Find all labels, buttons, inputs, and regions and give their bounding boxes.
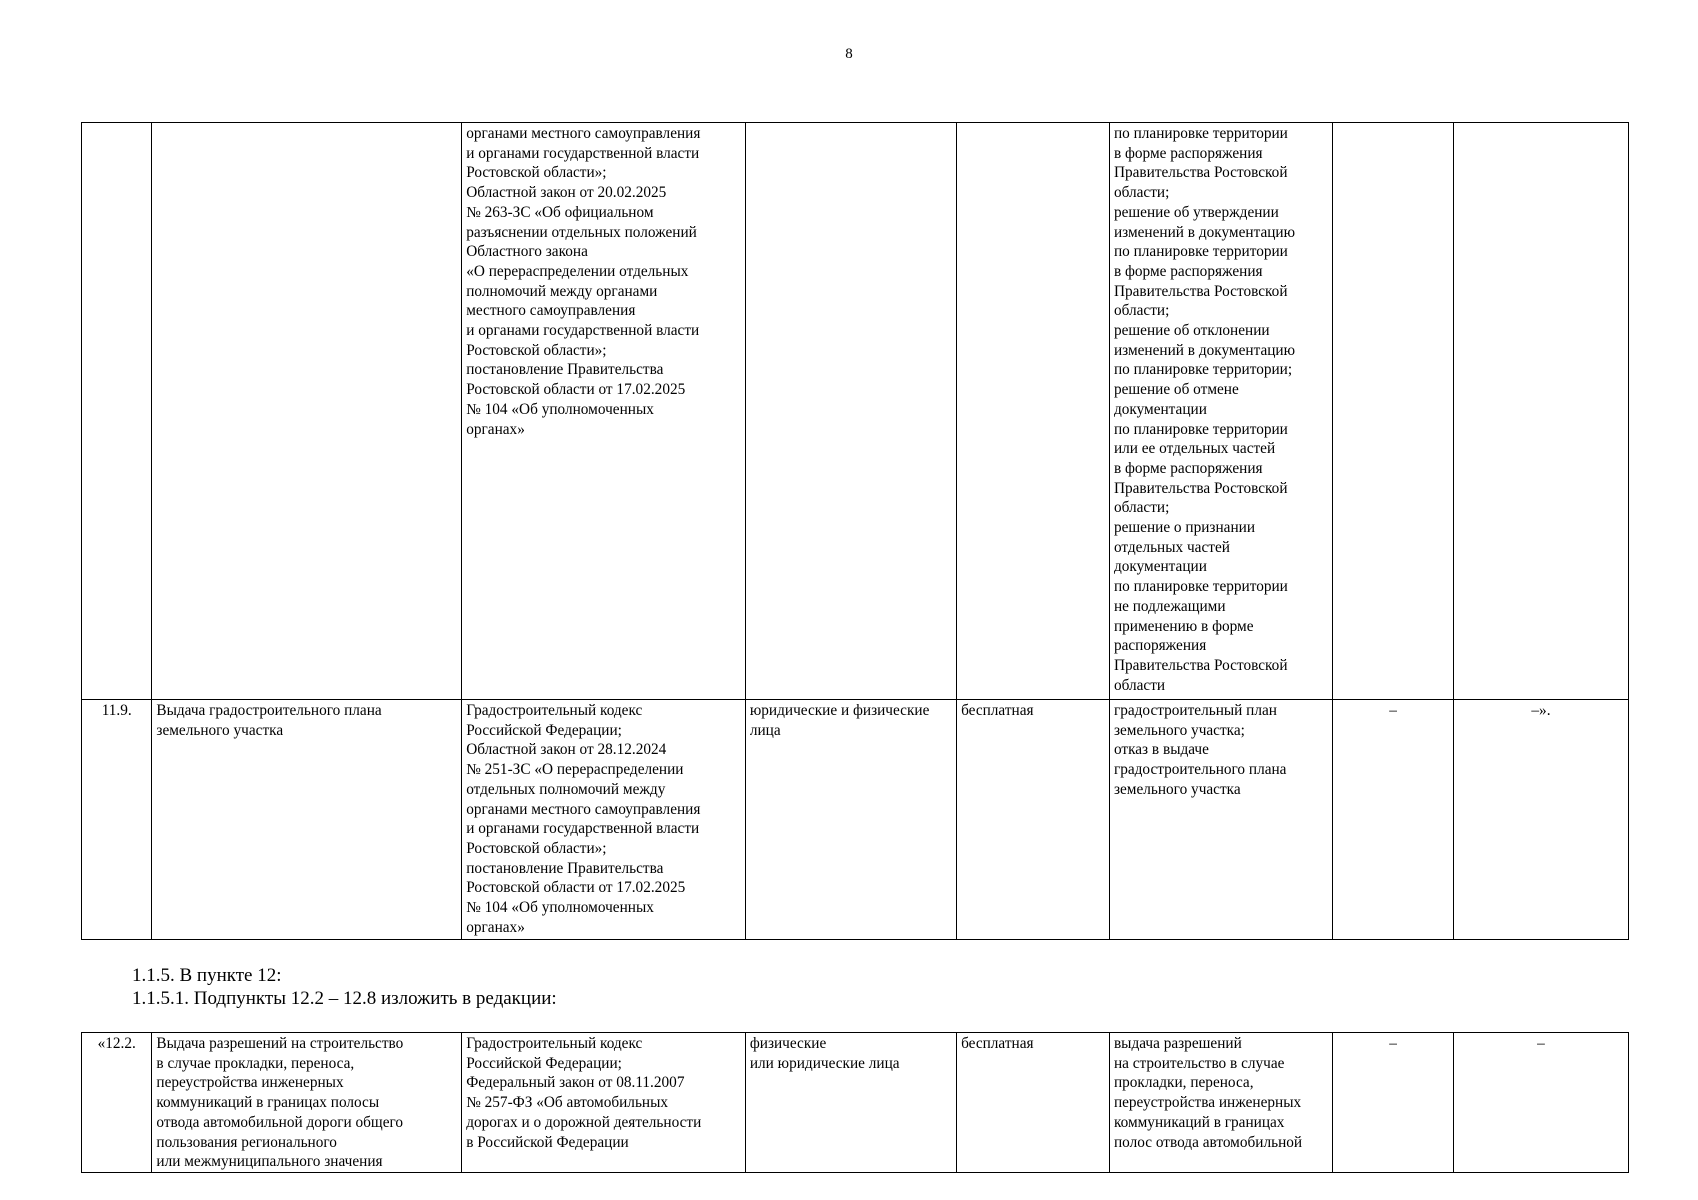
paragraph-item-1-1-5-1: 1.1.5.1. Подпункты 12.2 – 12.8 изложить в редакции: <box>132 988 557 1009</box>
cell-service-name: Выдача градостроительного плана земельного участка <box>152 700 462 940</box>
services-table <box>81 122 1629 940</box>
paragraph-item-1-1-5: 1.1.5. В пункте 12: <box>132 965 282 986</box>
cell-applicants: юридические и физические лица <box>745 700 956 940</box>
cell-applicants <box>745 123 956 700</box>
table-row <box>82 1033 1629 1173</box>
cell-payment: бесплатная <box>957 700 1110 940</box>
cell-col7 <box>1333 123 1454 700</box>
cell-col7: – <box>1333 1033 1454 1173</box>
cell-col8: – <box>1453 1033 1628 1173</box>
table-row <box>82 700 1629 940</box>
cell-col8 <box>1453 123 1628 700</box>
cell-legal-basis: Градостроительный кодекс Российской Федерации; Федеральный закон от 08.11.2007 № 257-ФЗ «Об автомобильных дорогах и о дорожной деятельности в Российской Федерации <box>462 1033 746 1173</box>
cell-col8: –». <box>1453 700 1628 940</box>
cell-number: 11.9. <box>82 700 152 940</box>
cell-service-name <box>152 123 462 700</box>
cell-result: градостроительный план земельного участка; отказ в выдаче градостроительного плана земельного участка <box>1109 700 1332 940</box>
cell-number: «12.2. <box>82 1033 152 1173</box>
cell-service-name: Выдача разрешений на строительство в случае прокладки, переноса, переустройства инженерных коммуникаций в границах полосы отвода автомобильной дороги общего пользования регионального или межмуниципального значения <box>152 1033 462 1173</box>
cell-applicants: физические или юридические лица <box>745 1033 956 1173</box>
cell-payment: бесплатная <box>957 1033 1110 1173</box>
cell-result: по планировке территории в форме распоряжения Правительства Ростовской области; решение об утверждении изменений в документацию по планировке территории в форме распоряжения Правительства Ростовской области; решение об отклонении изменений в документацию по планировке территории; решение об отмене документации по планировке территории или ее отдельных частей в форме распоряжения Правительства Ростовской области; решение о признании отдельных частей документации по планировке территории не подлежащими применению в форме распоряжения Правительства Ростовской области <box>1109 123 1332 700</box>
page-number: 8 <box>845 46 853 62</box>
cell-legal-basis: Градостроительный кодекс Российской Федерации; Областной закон от 28.12.2024 № 251-ЗС «О перераспределении отдельных полномочий между органами местного самоуправления и органами государственной власти Ростовской области»; постановление Правительства Ростовской области от 17.02.2025 № 104 «Об уполномоченных органах» <box>462 700 746 940</box>
cell-legal-basis: органами местного самоуправления и органами государственной власти Ростовской области»; Областной закон от 20.02.2025 № 263-ЗС «Об официальном разъяснении отдельных положений Областного закона «О перераспределении отдельных полномочий между органами местного самоуправления и органами государственной власти Ростовской области»; постановление Правительства Ростовской области от 17.02.2025 № 104 «Об уполномоченных органах» <box>462 123 746 700</box>
cell-number <box>82 123 152 700</box>
cell-payment <box>957 123 1110 700</box>
cell-result: выдача разрешений на строительство в случае прокладки, переноса, переустройства инженерных коммуникаций в границах полос отвода автомобильной <box>1109 1033 1332 1173</box>
table-row <box>82 123 1629 700</box>
services-table-continued <box>81 1032 1629 1173</box>
cell-col7: – <box>1333 700 1454 940</box>
